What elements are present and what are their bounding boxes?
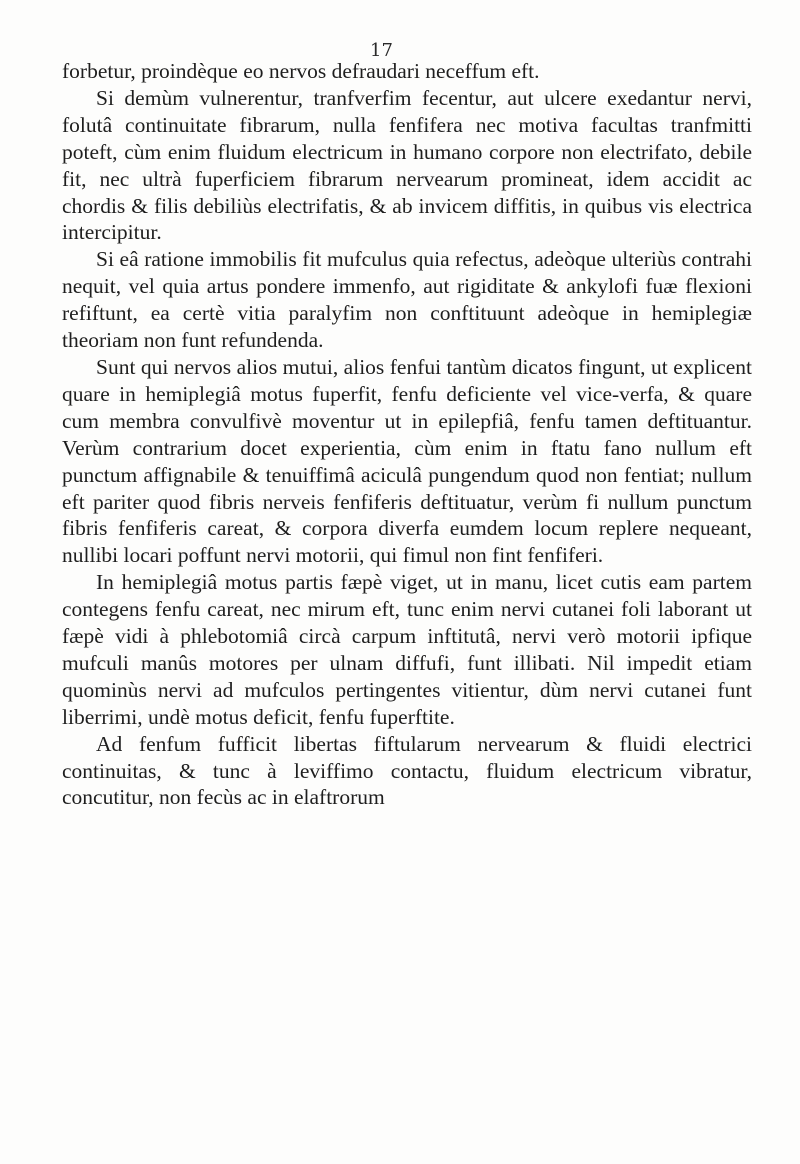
page-number: 17 <box>370 40 393 61</box>
paragraph-motor-sensory-nerves: Sunt qui nervos alios mutui, alios fenfui tantùm dicatos fingunt, ut explicent quare in hemiplegiâ motus fuperfit, fenfu deficiente vel vice-verfa, & quare cum membra convulfivè moventur ut in epilepfiâ, fenfu tamen deftituantur. Verùm contrarium docet experientia, cùm enim in ftatu fano nullum eft punctum affignabile & tenuiffimâ aciculâ pungendum quod non fentiat; nullum eft pariter quod fibris nerveis fenfiferis deftituatur, verùm fi nullum punctum fibris fenfiferis careat, & corpora diverfa eumdem locum replere nequeant, nullibi locari poffunt nervi motorii, qui fimul non fint fenfiferi. <box>62 354 752 568</box>
paragraph-hemiplegia-motion: In hemiplegiâ motus partis fæpè viget, ut in manu, licet cutis eam partem contegens fenfu careat, nec mirum eft, tunc enim nervi cutanei foli laborant ut fæpè vidi à phlebotomiâ circà carpum inftitutâ, nervi verò motorii ipfique mufculi manûs motores per ulnam diffufi, funt illibati. Nil impedit etiam quominùs nervi ad mufculos pertingentes vitientur, dùm nervi cutanei funt liberrimi, undè motus deficit, fenfu fuperftite. <box>62 570 752 729</box>
paragraph-immobile-muscle: Si eâ ratione immobilis fit mufculus quia refectus, adeòque ulteriùs contrahi nequit, vel quia artus pondere immenfo, aut rigiditate & ankylofi fuæ flexioni refiftunt, ea certè vitia paralyfim non conftituunt adeòque in hemiplegiæ theoriam non funt refundenda. <box>62 247 752 353</box>
paragraph-nerve-wounds: Si demùm vulnerentur, tranfverfim fecentur, aut ulcere exedantur nervi, folutâ continuitate fibrarum, nulla fenfifera nec motiva facultas tranfmitti poteft, cùm enim fluidum electricum in humano corpore non electrifato, debile fit, nec ultrà fuperficiem fibrarum nervearum promineat, idem accidit ac chordis & filis debiliùs electrifatis, & ab invicem diffitis, in quibus vis electrica intercipitur. <box>62 85 752 245</box>
paragraph-sensation: Ad fenfum fufficit libertas fiftularum nervearum & fluidi electrici continuitas, & tunc à leviffimo contactu, fluidum electricum vibratur, concutitur, non fecùs ac in elaftrorum <box>62 731 752 810</box>
paragraph-continuation: forbetur, proindèque eo nervos defraudari neceffum eft. <box>62 59 540 83</box>
body-text <box>62 58 752 811</box>
